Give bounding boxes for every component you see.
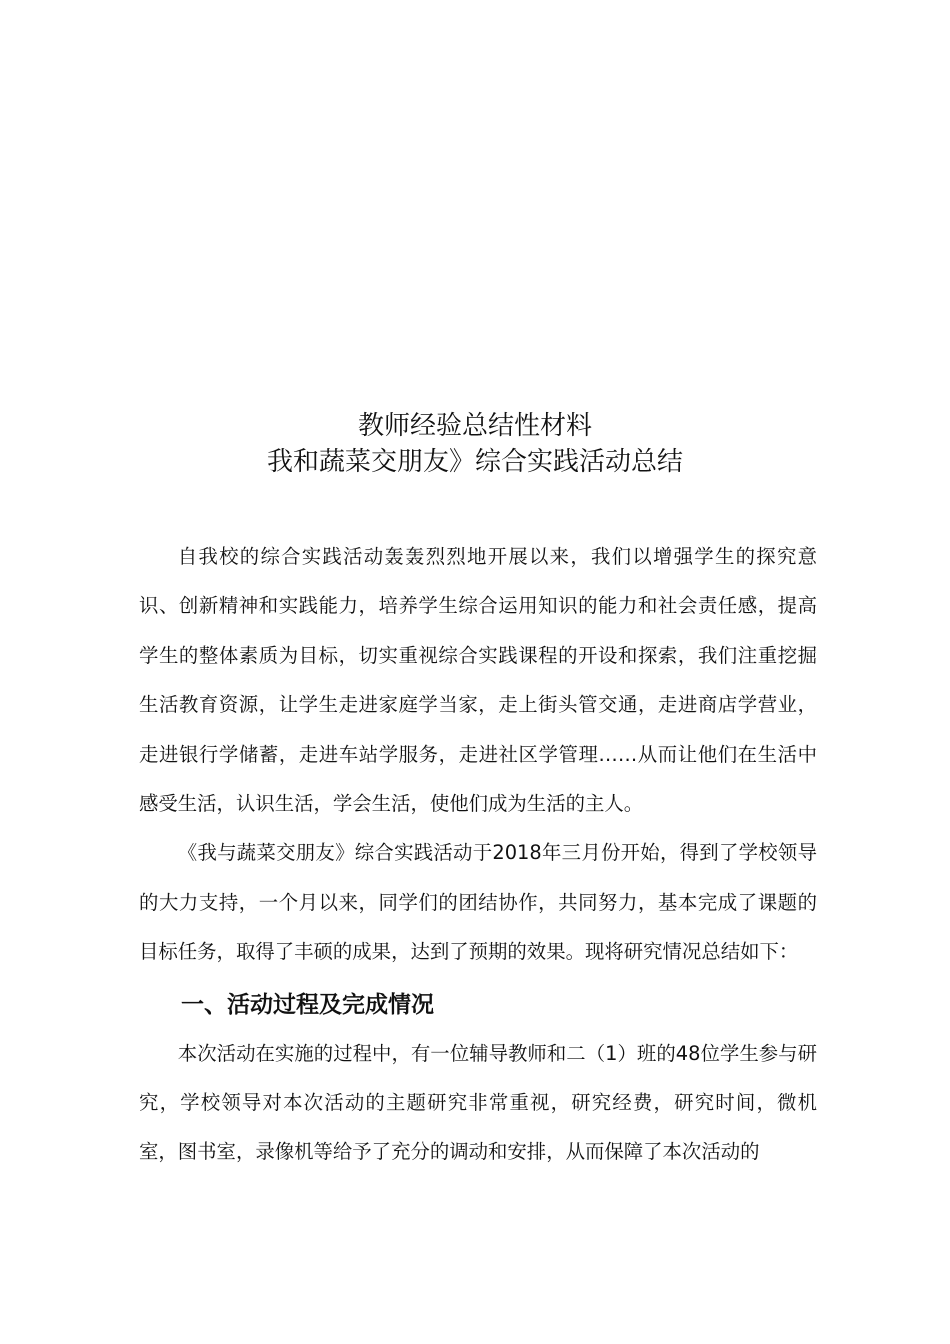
section-heading-1: 一、活动过程及完成情况 <box>181 991 434 1018</box>
paragraph-section1: 本次活动在实施的过程中，有一位辅导教师和二（1）班的48位学生参与研究，学校领导对本次活动的主题研究非常重视，研究经费，研究时间，微机室，图书室，录像机等给予了充分的调动和安排，从而保障了本次活动的 <box>139 1041 817 1164</box>
paragraph-intro: 自我校的综合实践活动轰轰烈烈地开展以来，我们以增强学生的探究意识、创新精神和实践能力，培养学生综合运用知识的能力和社会责任感，提高学生的整体素质为目标，切实重视综合实践课程的开设和探索，我们注重挖掘生活教育资源，让学生走进家庭学当家，走上街头管交通，走进商店学营业，走进银行学储蓄，走进车站学服务，走进社区学管理……从而让他们在生活中感受生活，认识生活，学会生活，使他们成为生活的主人。 <box>139 545 817 816</box>
title-block <box>0 408 950 480</box>
paragraph-overview: 《我与蔬菜交朋友》综合实践活动于2018年三月份开始，得到了学校领导的大力支持，一个月以来，同学们的团结协作，共同努力，基本完成了课题的目标任务，取得了丰硕的成果，达到了预期的效果。现将研究情况总结如下： <box>139 841 817 964</box>
document-subtitle: 我和蔬菜交朋友》综合实践活动总结 <box>266 447 683 477</box>
document-title: 教师经验总结性材料 <box>357 411 592 441</box>
document-body <box>139 532 817 1177</box>
